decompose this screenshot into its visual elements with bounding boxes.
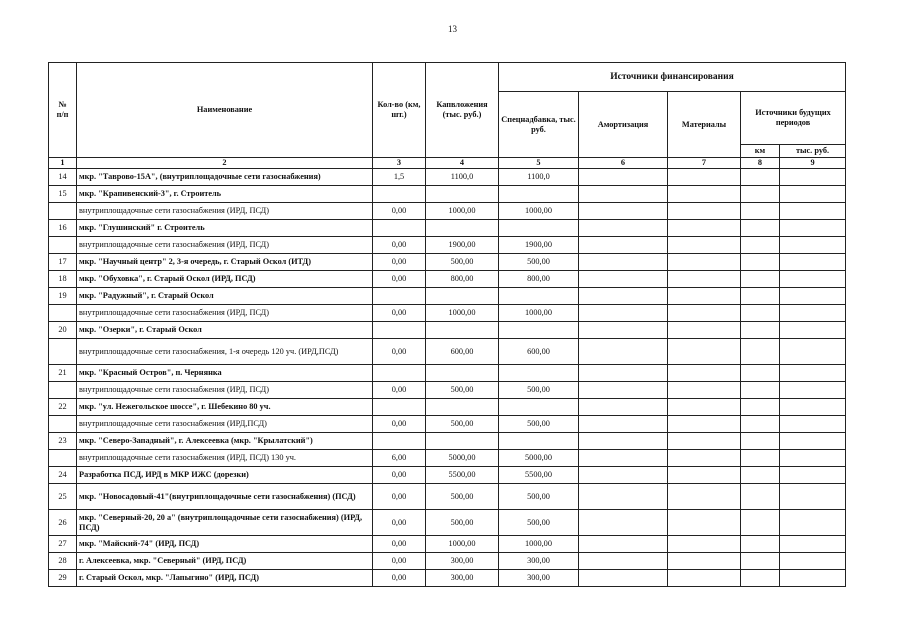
- row-future-km: [741, 433, 780, 450]
- row-number: 29: [49, 570, 77, 587]
- row-number: 16: [49, 220, 77, 237]
- col-number: 6: [579, 158, 668, 169]
- row-amortization: [579, 467, 668, 484]
- header-materials: Материалы: [668, 92, 741, 158]
- row-name: внутриплощадочные сети газоснабжения, 1-я очередь 120 уч. (ИРД,ПСД): [77, 339, 373, 365]
- row-future-km: [741, 220, 780, 237]
- row-name: мкр. "Научный центр" 2, 3-я очередь, г. Старый Оскол (ИТД): [77, 254, 373, 271]
- row-future-km: [741, 510, 780, 536]
- row-materials: [668, 399, 741, 416]
- row-name: г. Алексеевка, мкр. "Северный" (ИРД, ПСД): [77, 553, 373, 570]
- row-capex: [426, 288, 499, 305]
- row-materials: [668, 339, 741, 365]
- row-capex: 500,00: [426, 484, 499, 510]
- row-future-thous: [780, 271, 846, 288]
- row-capex: 300,00: [426, 570, 499, 587]
- row-name: мкр. "Глушинский" г. Строитель: [77, 220, 373, 237]
- row-surcharge: 500,00: [499, 382, 579, 399]
- row-surcharge: 500,00: [499, 510, 579, 536]
- row-name: внутриплощадочные сети газоснабжения (ИРД, ПСД): [77, 237, 373, 254]
- table-row: [49, 203, 846, 220]
- row-number: [49, 305, 77, 322]
- row-number: 27: [49, 536, 77, 553]
- row-capex: [426, 433, 499, 450]
- row-name: мкр. "Радужный", г. Старый Оскол: [77, 288, 373, 305]
- row-amortization: [579, 203, 668, 220]
- row-surcharge: 600,00: [499, 339, 579, 365]
- row-qty: 0,00: [373, 484, 426, 510]
- row-capex: 500,00: [426, 382, 499, 399]
- table-row: [49, 382, 846, 399]
- table-row: [49, 484, 846, 510]
- row-capex: 600,00: [426, 339, 499, 365]
- row-surcharge: 1900,00: [499, 237, 579, 254]
- row-amortization: [579, 220, 668, 237]
- row-surcharge: [499, 288, 579, 305]
- row-amortization: [579, 536, 668, 553]
- row-future-thous: [780, 450, 846, 467]
- row-qty: [373, 433, 426, 450]
- row-capex: [426, 399, 499, 416]
- row-future-thous: [780, 288, 846, 305]
- row-future-thous: [780, 553, 846, 570]
- row-future-thous: [780, 339, 846, 365]
- row-name: мкр. "Крапивенский-3", г. Строитель: [77, 186, 373, 203]
- row-name: мкр. "Северо-Западный", г. Алексеевка (мкр. "Крылатский"): [77, 433, 373, 450]
- financing-table: [48, 62, 846, 587]
- row-materials: [668, 169, 741, 186]
- row-amortization: [579, 365, 668, 382]
- table-row: [49, 365, 846, 382]
- row-qty: [373, 220, 426, 237]
- row-materials: [668, 553, 741, 570]
- header-km: км: [741, 145, 780, 158]
- row-name: мкр. "Майский-74" (ИРД, ПСД): [77, 536, 373, 553]
- row-capex: 1000,00: [426, 305, 499, 322]
- row-future-km: [741, 467, 780, 484]
- header-num: № п/п: [49, 63, 77, 158]
- row-future-km: [741, 450, 780, 467]
- row-future-thous: [780, 203, 846, 220]
- row-future-km: [741, 186, 780, 203]
- row-number: 20: [49, 322, 77, 339]
- table-row: [49, 416, 846, 433]
- table-row: [49, 510, 846, 536]
- row-future-km: [741, 553, 780, 570]
- row-materials: [668, 203, 741, 220]
- table-row: [49, 322, 846, 339]
- row-capex: 800,00: [426, 271, 499, 288]
- row-capex: 5500,00: [426, 467, 499, 484]
- col-number: 9: [780, 158, 846, 169]
- row-materials: [668, 271, 741, 288]
- row-number: 28: [49, 553, 77, 570]
- row-amortization: [579, 553, 668, 570]
- row-name: г. Старый Оскол, мкр. "Лапыгино" (ИРД, ПСД): [77, 570, 373, 587]
- row-number: [49, 203, 77, 220]
- row-surcharge: 1000,00: [499, 536, 579, 553]
- row-amortization: [579, 382, 668, 399]
- table-row: [49, 467, 846, 484]
- row-capex: [426, 186, 499, 203]
- row-number: 15: [49, 186, 77, 203]
- row-future-thous: [780, 186, 846, 203]
- row-number: 22: [49, 399, 77, 416]
- row-future-km: [741, 169, 780, 186]
- row-amortization: [579, 570, 668, 587]
- table-row: [49, 271, 846, 288]
- table-body: [49, 169, 846, 587]
- row-amortization: [579, 339, 668, 365]
- row-surcharge: 5000,00: [499, 450, 579, 467]
- table-row: [49, 254, 846, 271]
- row-materials: [668, 254, 741, 271]
- row-materials: [668, 186, 741, 203]
- row-number: [49, 416, 77, 433]
- row-surcharge: [499, 365, 579, 382]
- row-qty: 1,5: [373, 169, 426, 186]
- row-name: внутриплощадочные сети газоснабжения (ИРД,ПСД): [77, 416, 373, 433]
- header-name: Наименование: [77, 63, 373, 158]
- row-surcharge: 1100,0: [499, 169, 579, 186]
- row-surcharge: 1000,00: [499, 305, 579, 322]
- row-materials: [668, 570, 741, 587]
- table-row: [49, 339, 846, 365]
- table-row: [49, 186, 846, 203]
- row-qty: 0,00: [373, 382, 426, 399]
- row-future-km: [741, 416, 780, 433]
- row-name: мкр. "ул. Нежегольское шоссе", г. Шебекино 80 уч.: [77, 399, 373, 416]
- row-capex: 500,00: [426, 416, 499, 433]
- row-future-thous: [780, 536, 846, 553]
- row-qty: 0,00: [373, 237, 426, 254]
- row-surcharge: [499, 220, 579, 237]
- row-capex: 300,00: [426, 553, 499, 570]
- row-capex: 1000,00: [426, 203, 499, 220]
- row-amortization: [579, 254, 668, 271]
- header-qty: Кол-во (км, шт.): [373, 63, 426, 158]
- row-amortization: [579, 450, 668, 467]
- row-name: мкр. "Новосадовый-41"(внутриплощадочные сети газоснабжения) (ПСД): [77, 484, 373, 510]
- row-name: внутриплощадочные сети газоснабжения (ИРД, ПСД) 130 уч.: [77, 450, 373, 467]
- row-number: 21: [49, 365, 77, 382]
- header-amortization: Амортизация: [579, 92, 668, 158]
- table-row: [49, 237, 846, 254]
- row-surcharge: [499, 399, 579, 416]
- row-materials: [668, 288, 741, 305]
- row-qty: 0,00: [373, 416, 426, 433]
- row-name: мкр. "Северный-20, 20 а" (внутриплощадочные сети газоснабжения) (ИРД, ПСД): [77, 510, 373, 536]
- row-future-km: [741, 305, 780, 322]
- row-future-km: [741, 237, 780, 254]
- row-number: 17: [49, 254, 77, 271]
- col-number: 2: [77, 158, 373, 169]
- row-number: 19: [49, 288, 77, 305]
- row-future-km: [741, 203, 780, 220]
- row-future-thous: [780, 467, 846, 484]
- row-capex: 1000,00: [426, 536, 499, 553]
- row-name: внутриплощадочные сети газоснабжения (ИРД, ПСД): [77, 203, 373, 220]
- row-surcharge: 1000,00: [499, 203, 579, 220]
- col-number: 5: [499, 158, 579, 169]
- row-name: мкр. "Красный Остров", п. Чернянка: [77, 365, 373, 382]
- row-future-thous: [780, 416, 846, 433]
- row-capex: [426, 365, 499, 382]
- row-surcharge: [499, 433, 579, 450]
- page-number: 13: [448, 24, 457, 34]
- row-future-thous: [780, 570, 846, 587]
- row-amortization: [579, 169, 668, 186]
- row-amortization: [579, 271, 668, 288]
- table-row: [49, 399, 846, 416]
- row-number: [49, 237, 77, 254]
- row-materials: [668, 536, 741, 553]
- row-amortization: [579, 416, 668, 433]
- row-qty: 6,00: [373, 450, 426, 467]
- row-capex: 500,00: [426, 510, 499, 536]
- row-qty: [373, 399, 426, 416]
- row-materials: [668, 450, 741, 467]
- row-future-km: [741, 484, 780, 510]
- row-amortization: [579, 433, 668, 450]
- row-qty: 0,00: [373, 203, 426, 220]
- row-number: [49, 339, 77, 365]
- row-amortization: [579, 484, 668, 510]
- row-surcharge: [499, 186, 579, 203]
- row-future-km: [741, 399, 780, 416]
- row-amortization: [579, 322, 668, 339]
- row-number: [49, 382, 77, 399]
- row-qty: [373, 322, 426, 339]
- col-number: 3: [373, 158, 426, 169]
- table-row: [49, 536, 846, 553]
- row-materials: [668, 484, 741, 510]
- col-number: 1: [49, 158, 77, 169]
- row-qty: 0,00: [373, 536, 426, 553]
- col-number: 4: [426, 158, 499, 169]
- row-future-km: [741, 288, 780, 305]
- row-future-thous: [780, 322, 846, 339]
- row-future-thous: [780, 510, 846, 536]
- row-future-thous: [780, 382, 846, 399]
- row-materials: [668, 237, 741, 254]
- row-surcharge: [499, 322, 579, 339]
- row-qty: 0,00: [373, 467, 426, 484]
- row-future-thous: [780, 237, 846, 254]
- row-materials: [668, 416, 741, 433]
- row-qty: 0,00: [373, 271, 426, 288]
- row-future-thous: [780, 399, 846, 416]
- header-future: Источники будущих периодов: [741, 92, 846, 145]
- row-surcharge: 500,00: [499, 254, 579, 271]
- row-qty: [373, 365, 426, 382]
- row-amortization: [579, 399, 668, 416]
- row-future-thous: [780, 220, 846, 237]
- row-future-thous: [780, 305, 846, 322]
- row-capex: 500,00: [426, 254, 499, 271]
- row-future-km: [741, 339, 780, 365]
- header-capex: Капвложения (тыс. руб.): [426, 63, 499, 158]
- row-future-km: [741, 365, 780, 382]
- row-materials: [668, 467, 741, 484]
- row-name: мкр. "Таврово-15А", (внутриплощадочные сети газоснабжения): [77, 169, 373, 186]
- table-row: [49, 305, 846, 322]
- row-qty: [373, 288, 426, 305]
- row-materials: [668, 365, 741, 382]
- row-materials: [668, 510, 741, 536]
- row-future-km: [741, 322, 780, 339]
- row-future-thous: [780, 254, 846, 271]
- table-row: [49, 169, 846, 186]
- row-amortization: [579, 186, 668, 203]
- header-sources: Источники финансирования: [499, 63, 846, 92]
- row-capex: 1100,0: [426, 169, 499, 186]
- row-qty: [373, 186, 426, 203]
- row-materials: [668, 305, 741, 322]
- row-name: Разработка ПСД, ИРД в МКР ИЖС (дорезки): [77, 467, 373, 484]
- table-row: [49, 450, 846, 467]
- table-row: [49, 570, 846, 587]
- row-surcharge: 300,00: [499, 570, 579, 587]
- column-numbers-row: [49, 158, 846, 169]
- row-capex: 5000,00: [426, 450, 499, 467]
- table-row: [49, 553, 846, 570]
- row-future-km: [741, 382, 780, 399]
- row-future-thous: [780, 433, 846, 450]
- row-future-thous: [780, 484, 846, 510]
- col-number: 7: [668, 158, 741, 169]
- row-materials: [668, 220, 741, 237]
- row-name: внутриплощадочные сети газоснабжения (ИРД, ПСД): [77, 382, 373, 399]
- header-surcharge: Спецнадбавка, тыс. руб.: [499, 92, 579, 158]
- row-number: 14: [49, 169, 77, 186]
- row-future-km: [741, 271, 780, 288]
- row-surcharge: 5500,00: [499, 467, 579, 484]
- row-future-thous: [780, 365, 846, 382]
- row-number: 24: [49, 467, 77, 484]
- row-qty: 0,00: [373, 339, 426, 365]
- row-future-km: [741, 536, 780, 553]
- row-amortization: [579, 305, 668, 322]
- row-name: внутриплощадочные сети газоснабжения (ИРД, ПСД): [77, 305, 373, 322]
- row-future-thous: [780, 169, 846, 186]
- row-number: 26: [49, 510, 77, 536]
- row-qty: 0,00: [373, 570, 426, 587]
- row-capex: 1900,00: [426, 237, 499, 254]
- header-thous: тыс. руб.: [780, 145, 846, 158]
- row-materials: [668, 433, 741, 450]
- row-qty: 0,00: [373, 553, 426, 570]
- row-amortization: [579, 237, 668, 254]
- row-materials: [668, 322, 741, 339]
- row-materials: [668, 382, 741, 399]
- row-name: мкр. "Обуховка", г. Старый Оскол (ИРД, ПСД): [77, 271, 373, 288]
- row-surcharge: 800,00: [499, 271, 579, 288]
- table-row: [49, 433, 846, 450]
- row-number: 18: [49, 271, 77, 288]
- table-row: [49, 220, 846, 237]
- row-surcharge: 500,00: [499, 484, 579, 510]
- row-surcharge: 300,00: [499, 553, 579, 570]
- row-number: 23: [49, 433, 77, 450]
- row-qty: 0,00: [373, 510, 426, 536]
- row-qty: 0,00: [373, 254, 426, 271]
- row-qty: 0,00: [373, 305, 426, 322]
- row-number: 25: [49, 484, 77, 510]
- row-amortization: [579, 510, 668, 536]
- row-capex: [426, 220, 499, 237]
- table-row: [49, 288, 846, 305]
- row-future-km: [741, 570, 780, 587]
- row-capex: [426, 322, 499, 339]
- row-amortization: [579, 288, 668, 305]
- col-number: 8: [741, 158, 780, 169]
- row-surcharge: 500,00: [499, 416, 579, 433]
- row-name: мкр. "Озерки", г. Старый Оскол: [77, 322, 373, 339]
- row-future-km: [741, 254, 780, 271]
- row-number: [49, 450, 77, 467]
